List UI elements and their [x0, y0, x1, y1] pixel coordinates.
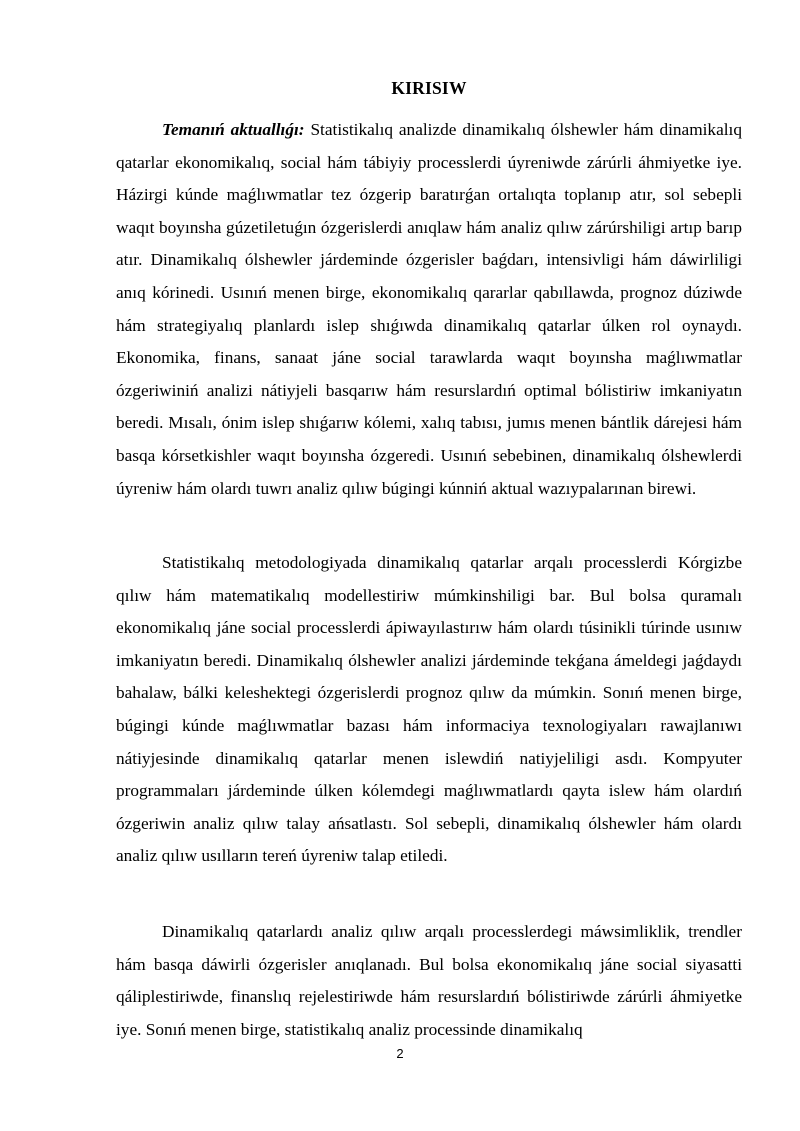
paragraph-text: Statistikalıq analizde dinamikalıq ólshewler hám dinamikalıq qatarlar ekonomikalıq, social hám tábiyiy processlerdi úyreniwde zárúrli áhmiyetke iye. Házirgi kúnde maǵlıwmatlar tez ózgerip baratırǵan ortalıqta toplanıp atır, sol sebepli waqıt boyınsha gúzetiletuǵın ózgerislerdi anıqlaw hám analiz qılıw zárúrshiligi artıp barıp atır. Dinamikalıq ólshewler járdeminde ózgerisler baǵdarı, intensivligi hám dáwirliligi anıq kórinedi. Usınıń menen birge, ekonomikalıq qararlar qabıllawda, prognoz dúziwde hám strategiyalıq planlardı islep shıǵıwda dinamikalıq qatarlar úlken rol oynaydı. Ekonomika, finans, sanaat jáne social tarawlarda waqıt boyınsha maǵlıwmatlar ózgeriwiniń analizi nátiyjeli basqarıw hám resurslardıń optimal bólistiriw imkaniyatın beredi. Mısalı, ónim islep shıǵarıw kólemi, xalıq tabısı, jumıs menen bántlik dárejesi hám basqa kórsetkishler waqıt boyınsha ózgeredi. Usınıń sebebinen, dinamikalıq ólshewlerdi úyreniw hám olardı tuwrı analiz qılıw búgingi kúnniń aktual wazıypalarınan birewi. [116, 120, 742, 498]
paragraph-lead-heading: Temanıń aktuallıǵı: [162, 120, 305, 139]
paragraph-text: Statistikalıq metodologiyada dinamikalıq qatarlar arqalı processlerdi Kórgizbe qılıw hám matematikalıq modellestiriw múmkinshiligi bar. Bul bolsa quramalı ekonomikalıq jáne social processlerdi ápiwayılastırıw hám olardı túsinikli túrinde usınıw imkaniyatın beredi. Dinamikalıq ólshewler analizi járdeminde tekǵana ámeldegi jaǵdaydı bahalaw, bálki keleshektegi ózgerislerdi prognoz qılıw da múmkin. Sonıń menen birge, búgingi kúnde maǵlıwmatlar bazası hám informaciya texnologiyaları rawajlanıwı nátiyjesinde dinamikalıq qatarlar menen islewdiń natiyjeliligi asdı. Kompyuter programmaları járdeminde úlken kólemdegi maǵlıwmatlardı qayta islew hám olardıń ózgeriwin analiz qılıw talay ańsatlastı. Sol sebepli, dinamikalıq ólshewler hám olardı analiz qılıw usılların tereń úyreniw talap etiledi. [116, 553, 742, 866]
paragraph-analysis [116, 916, 742, 1046]
paragraph-methodology [116, 547, 742, 873]
section-title: KIRISIW [391, 78, 467, 98]
paragraph-relevance [116, 114, 742, 505]
paragraph-text: Dinamikalıq qatarlardı analiz qılıw arqalı processlerdegi máwsimliklik, trendler hám basqa dáwirli ózgerisler anıqlanadı. Bul bolsa ekonomikalıq jáne social siyasatti qáliplestiriwde, finanslıq rejelestiriwde hám resurslardıń bólistiriwde zárúrli áhmiyetke iye. Sonıń menen birge, statistikalıq analiz processinde dinamikalıq [116, 922, 742, 1039]
page-number: 2 [396, 1046, 404, 1061]
